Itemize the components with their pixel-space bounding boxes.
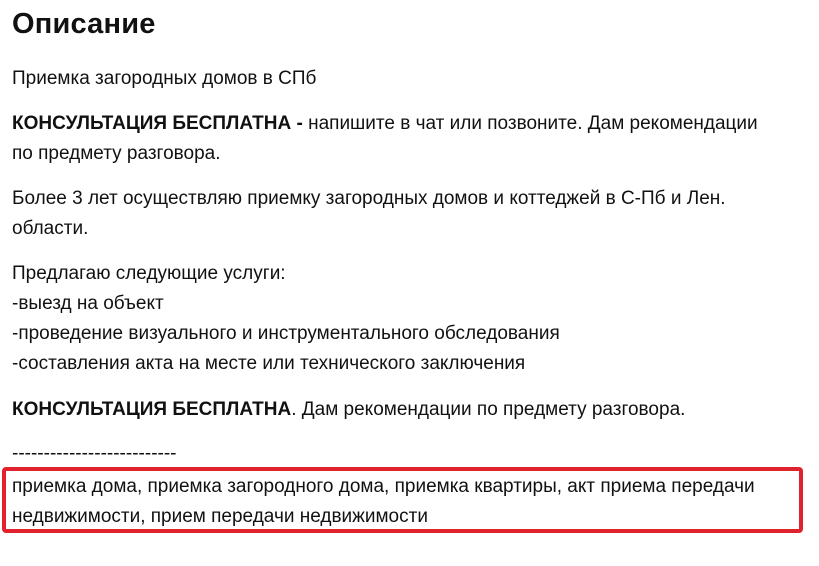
consultation-bold: КОНСУЛЬТАЦИЯ БЕСПЛАТНА -	[12, 113, 303, 134]
service-item: -проведение визуального и инструментального обследования	[12, 323, 560, 344]
consultation-rest: напишите в чат или позвоните. Дам рекомендации	[302, 113, 758, 134]
consultation-line-2: по предмету разговора.	[12, 143, 221, 164]
experience-paragraph	[12, 184, 726, 244]
services-heading: Предлагаю следующие услуги:	[12, 263, 286, 284]
consultation-bold-2: КОНСУЛЬТАЦИЯ БЕСПЛАТНА	[12, 399, 292, 420]
dashed-divider: --------------------------	[12, 443, 177, 464]
service-item: -составления акта на месте или технического заключения	[12, 353, 526, 374]
consultation-paragraph-2	[12, 395, 685, 425]
tags-line-2: недвижимости, прием передачи недвижимости	[12, 506, 428, 527]
intro-text: Приемка загородных домов в СПб	[12, 68, 317, 89]
experience-line-2: области.	[12, 218, 89, 239]
tags-line-1: приемка дома, приемка загородного дома, приемка квартиры, акт приема передачи	[12, 476, 755, 497]
page-title: Описание	[12, 8, 156, 40]
experience-line-1: Более 3 лет осуществляю приемку загородных домов и коттеджей в С-Пб и Лен.	[12, 188, 726, 209]
consultation-line-1	[12, 109, 758, 139]
consultation-paragraph	[12, 109, 758, 169]
services-paragraph	[12, 259, 560, 379]
consultation-rest-2: . Дам рекомендации по предмету разговора.	[291, 399, 686, 420]
service-item: -выезд на объект	[12, 293, 164, 314]
